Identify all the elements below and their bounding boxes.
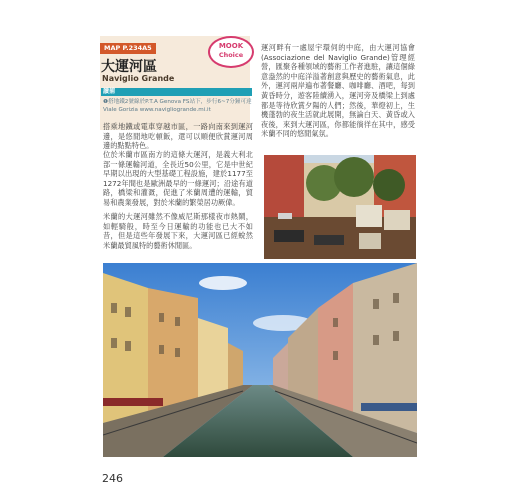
badge-top-text: MOOK (218, 42, 244, 50)
section-title: 大運河區 (101, 59, 157, 75)
badge-bottom-text: Choice (218, 51, 244, 59)
section-subtitle: Naviglio Grande (102, 74, 175, 83)
mook-choice-badge (208, 36, 254, 68)
canal-photo (103, 263, 417, 457)
paragraph-courtyard: 運河畔有一處屋宇環伺的中庭，由大運河協會(Associazione del Naviglio Grande)管理經營，匯聚各種領域的藝術工作者進駐，讓這個綠意盎然的中庭洋溢著創意與歷史的藝術氣息，此外，運河兩岸遍布著餐廳、咖啡廳、酒吧，每到黃昏時分，遊客陸續湧入，運河旁及橋梁上到處都是等待欣賞夕陽的人們；然後，華燈初上，生機蓬勃的夜生活就此展開，無論白天、黃昏或入夜後，來到大運河區，你都能徜徉在其中，感受米蘭不同的悠閒氣氛。 (261, 43, 415, 139)
paragraph-intro: 搭乘地鐵或電車穿越市區，一路向南來到運河邊，是悠閒地吃頓飯，還可以順便欣賞運河周邊的點點特色。 (103, 122, 253, 151)
info-line-transport: ❶搭地鐵2號線於P.T.A Genova FS站下，步行6~7分鐘可達 (103, 99, 252, 105)
info-label: 讀捕 (103, 88, 116, 95)
courtyard-photo (264, 155, 416, 259)
page-number: 246 (102, 472, 123, 485)
paragraph-today: 米蘭的大運河雖然不像威尼斯那樣夜市熱鬧，如輕騎般，時至今日運輸的功能也已大不如昔，但是這些年發展下來，大運河區已經蛻然米蘭最貿風特的藝術休閒區。 (103, 212, 253, 250)
info-label-bar (101, 88, 252, 96)
map-reference: MAP P.234A5 (100, 43, 156, 54)
info-line-address: Viale Gorizia www.navigliogrande.mi.it (103, 107, 211, 113)
paragraph-history: 位於米蘭市區南方的這條大運河，是義大利北部一條運輸河道，全長近50公里，它是中世紀早期以出現的大型基礎工程設施，建於1177至1272年間也是歐洲最早的一條運河；沿途有道路，橋梁和灌溉，促進了米蘭周遭的運輸，貿易和農業發展，對於米蘭的繁榮居功厥偉。 (103, 150, 253, 207)
